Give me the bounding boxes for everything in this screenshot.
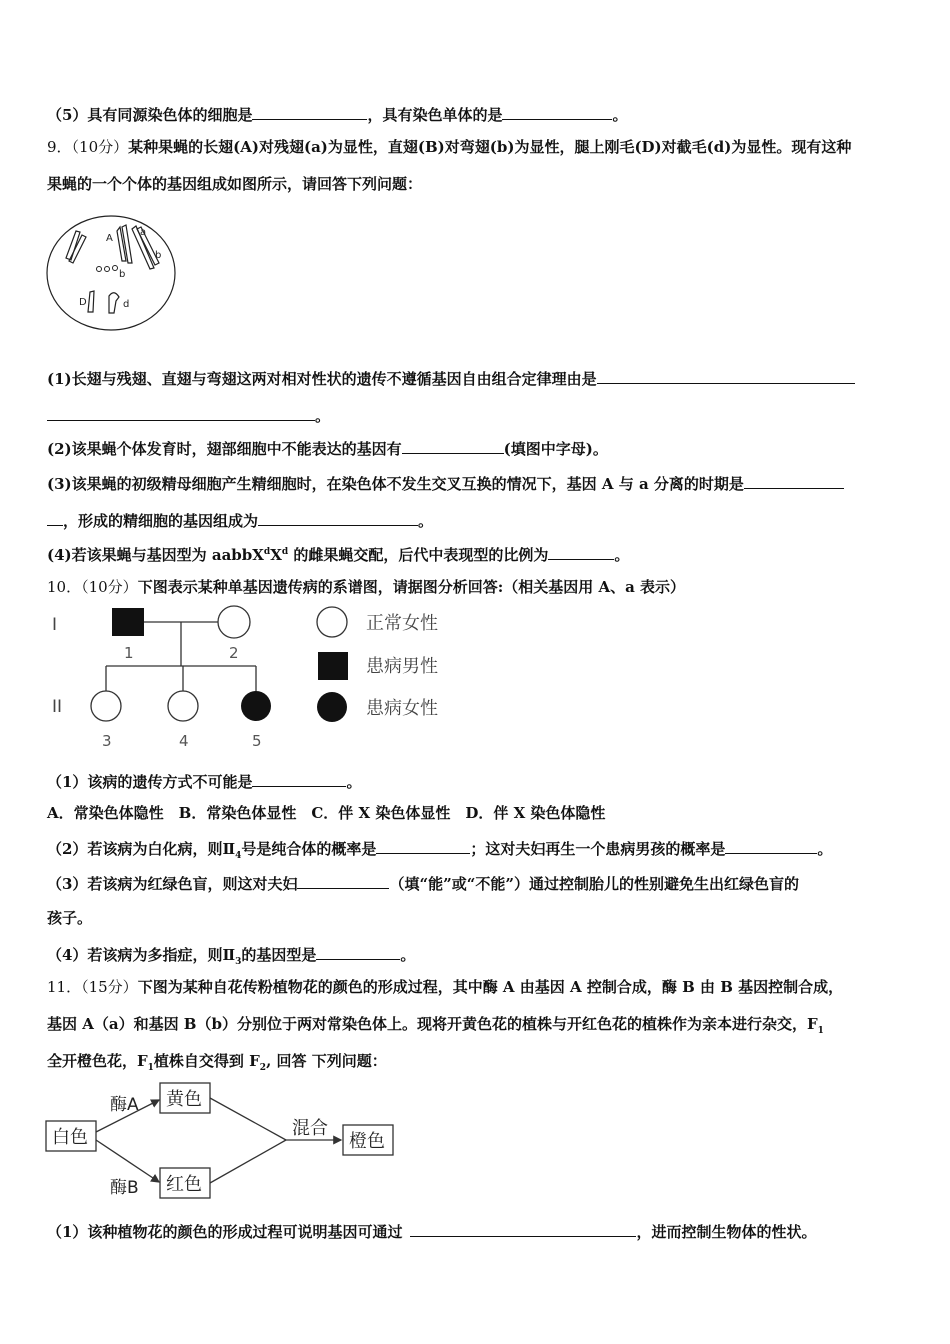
answer-blank[interactable]	[47, 509, 63, 526]
chromosome-figure	[44, 213, 179, 333]
legend-normal-female-icon	[317, 607, 347, 637]
white-label: 白色	[52, 1127, 88, 1148]
small-chromosome	[97, 267, 102, 272]
enzyme-b-label: 酶B	[110, 1178, 139, 1198]
q9-sub1: (1)长翅与残翅、直翅与弯翅这两对相对性状的遗传不遵循基因自由组合定律理由是	[47, 367, 855, 389]
gene-label: D	[79, 297, 87, 308]
generation-label: II	[52, 697, 63, 717]
individual-id: 3	[102, 732, 112, 750]
affected-female	[241, 691, 271, 721]
q10-sub4: （4）若该病为多指症，则$Ⅱ_3$的基因型是 。	[47, 943, 415, 972]
red-label: 红色	[166, 1174, 202, 1195]
answer-blank[interactable]	[47, 404, 315, 421]
legend-label: 患病女性	[366, 698, 438, 719]
answer-blank[interactable]	[316, 943, 400, 960]
q10-stem: 10．（10分）下图表示某种单基因遗传病的系谱图，请据图分析回答:（相关基因用 A、a 表示）	[47, 578, 686, 596]
normal-female	[91, 691, 121, 721]
gene-label: d	[123, 299, 130, 310]
answer-blank[interactable]	[502, 103, 612, 120]
merge-line	[210, 1140, 286, 1183]
q10-options: A．常染色体隐性 B．常染色体显性 C．伴 X 染色体显性 D．伴 X 染色体隐性	[47, 804, 606, 822]
legend-affected-male-icon	[318, 652, 348, 680]
y-chromosome	[109, 293, 119, 313]
q10-sub2: （2）若该病为白化病，则$Ⅱ_4$号是纯合体的概率是 ；这对夫妇再生一个患病男孩的概率是 。	[47, 837, 832, 866]
x-chromosome	[88, 291, 94, 312]
q9-sub4: (4)若该果蝇与基因型为 $aabbX^dX^d$ 的雌果蝇交配，后代中表现型的比例为 。	[47, 542, 629, 565]
answer-blank[interactable]	[402, 437, 504, 454]
legend-label: 患病男性	[366, 656, 438, 677]
q9-stem-line2: 果蝇的一个个体的基因组成如图所示，请回答下列问题：	[47, 175, 423, 193]
small-chromosome	[105, 267, 110, 272]
pigment-flowchart	[44, 1080, 404, 1205]
q8-part5: （5）具有同源染色体的细胞是 ，具有染色单体的是 。	[47, 103, 627, 125]
answer-blank[interactable]	[297, 872, 389, 889]
q10-sub1: （1）该病的遗传方式不可能是 。	[47, 770, 361, 792]
answer-blank[interactable]	[725, 837, 817, 854]
small-chromosome	[113, 266, 118, 271]
arrow-line	[96, 1140, 159, 1182]
merge-line	[210, 1098, 286, 1140]
answer-blank[interactable]	[744, 472, 844, 489]
q10-sub3: （3）若该病为红绿色盲，则这对夫妇 （填“能”或“不能”）通过控制胎儿的性别避免生出红绿色盲的	[47, 872, 799, 894]
answer-blank[interactable]	[548, 543, 614, 560]
q9-sub3-cont: ，形成的精细胞的基因组成为 。	[47, 509, 433, 531]
individual-id: 2	[229, 644, 239, 662]
q11-stem-line3: 全开橙色花，$F_1$植株自交得到 $F_2$, 回答 下列问题：	[47, 1052, 387, 1073]
pedigree-chart	[44, 600, 464, 755]
mix-label: 混合	[292, 1118, 328, 1139]
individual-id: 5	[252, 732, 262, 750]
normal-female	[218, 606, 250, 638]
yellow-label: 黄色	[166, 1089, 202, 1110]
individual-id: 1	[124, 644, 134, 662]
answer-blank[interactable]	[258, 509, 418, 526]
q10-sub3-cont: 孩子。	[47, 909, 93, 927]
q11-stem-line2: 基因 A（a）和基因 B（b）分别位于两对常染色体上。现将开黄色花的植株与开红色花的植株作为亲本进行杂交，$F_1$	[47, 1015, 824, 1036]
q9-stem-line1: 9．（10分）某种果蝇的长翅(A)对残翅(a)为显性，直翅(B)对弯翅(b)为显性，腿上刚毛(D)对截毛(d)为显性。现有这种	[47, 138, 852, 156]
enzyme-a-label: 酶A	[110, 1095, 139, 1115]
answer-blank[interactable]	[252, 770, 346, 787]
q9-sub3: (3)该果蝇的初级精母细胞产生精细胞时，在染色体不发生交叉互换的情况下，基因 A 与 a 分离的时期是	[47, 472, 844, 494]
q11-stem-line1: 11．（15分）下图为某种自花传粉植物花的颜色的形成过程，其中酶 A 由基因 A 控制合成，酶 B 由 B 基因控制合成，	[47, 978, 844, 996]
normal-female	[168, 691, 198, 721]
answer-blank[interactable]	[252, 103, 367, 120]
affected-male	[112, 608, 144, 636]
gene-label: b	[155, 250, 162, 261]
gene-label: A	[106, 233, 113, 244]
gene-label: b	[119, 269, 126, 280]
answer-blank[interactable]	[410, 1220, 636, 1237]
q9-sub2: (2)该果蝇个体发育时，翅部细胞中不能表达的基因有 (填图中字母)。	[47, 437, 608, 459]
generation-label: I	[52, 615, 58, 635]
q11-sub1: （1）该种植物花的颜色的形成过程可说明基因可通过 ，进而控制生物体的性状。	[47, 1220, 816, 1242]
answer-blank[interactable]	[597, 367, 855, 384]
answer-blank[interactable]	[376, 837, 470, 854]
legend-label: 正常女性	[366, 613, 438, 634]
q9-sub1-cont: 。	[47, 404, 330, 426]
chromosome	[66, 231, 80, 260]
gene-label: a	[140, 227, 147, 238]
legend-affected-female-icon	[317, 692, 347, 722]
individual-id: 4	[179, 732, 189, 750]
orange-label: 橙色	[349, 1131, 385, 1152]
